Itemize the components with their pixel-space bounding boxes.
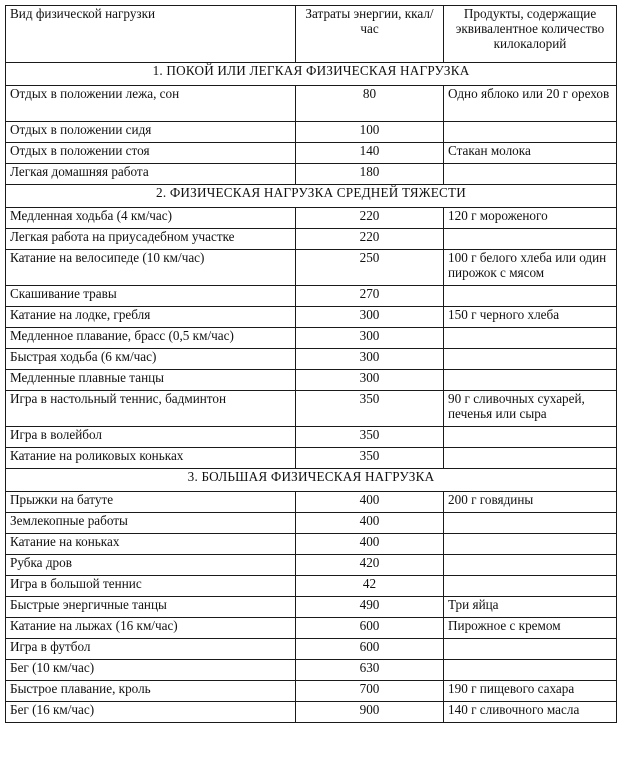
table-row xyxy=(6,86,617,122)
energy-cell: 80 xyxy=(296,86,444,122)
product-cell: Стакан молока xyxy=(444,143,617,164)
product-cell: Пирожное с кремом xyxy=(444,618,617,639)
product-cell xyxy=(444,370,617,391)
header-products: Продукты, содержащие эквивалентное количество килокалорий xyxy=(444,6,617,63)
table-row xyxy=(6,681,617,702)
energy-cell: 270 xyxy=(296,286,444,307)
table-row xyxy=(6,534,617,555)
table-row xyxy=(6,618,617,639)
table-row xyxy=(6,660,617,681)
energy-cell: 700 xyxy=(296,681,444,702)
section-title: 2. ФИЗИЧЕСКАЯ НАГРУЗКА СРЕДНЕЙ ТЯЖЕСТИ xyxy=(6,185,617,208)
product-cell xyxy=(444,576,617,597)
energy-cell: 630 xyxy=(296,660,444,681)
activity-cell: Катание на велосипеде (10 км/час) xyxy=(6,250,296,286)
table-row xyxy=(6,286,617,307)
activity-cell: Медленные плавные танцы xyxy=(6,370,296,391)
energy-cell: 300 xyxy=(296,328,444,349)
product-cell xyxy=(444,349,617,370)
product-cell xyxy=(444,555,617,576)
product-cell xyxy=(444,164,617,185)
energy-cell: 300 xyxy=(296,370,444,391)
product-cell: 140 г сливочного масла xyxy=(444,702,617,723)
energy-cell: 140 xyxy=(296,143,444,164)
section-row xyxy=(6,63,617,86)
table-row xyxy=(6,639,617,660)
energy-cell: 400 xyxy=(296,513,444,534)
activity-cell: Отдых в положении сидя xyxy=(6,122,296,143)
table-row xyxy=(6,370,617,391)
product-cell: 190 г пищевого сахара xyxy=(444,681,617,702)
table-row xyxy=(6,143,617,164)
energy-cell: 350 xyxy=(296,448,444,469)
activity-cell: Отдых в положении стоя xyxy=(6,143,296,164)
activity-cell: Легкая домашняя работа xyxy=(6,164,296,185)
table-row xyxy=(6,391,617,427)
energy-cell: 900 xyxy=(296,702,444,723)
activity-cell: Отдых в положении лежа, сон xyxy=(6,86,296,122)
table-row xyxy=(6,208,617,229)
activity-cell: Катание на лыжах (16 км/час) xyxy=(6,618,296,639)
table-row xyxy=(6,349,617,370)
energy-cell: 250 xyxy=(296,250,444,286)
table-row xyxy=(6,164,617,185)
table-row xyxy=(6,250,617,286)
energy-cell: 600 xyxy=(296,639,444,660)
header-energy: Затраты энергии, ккал/час xyxy=(296,6,444,63)
energy-cell: 420 xyxy=(296,555,444,576)
product-cell: Одно яблоко или 20 г орехов xyxy=(444,86,617,122)
table-body xyxy=(6,63,617,723)
header-activity: Вид физической нагрузки xyxy=(6,6,296,63)
section-row xyxy=(6,469,617,492)
activity-cell: Игра в футбол xyxy=(6,639,296,660)
energy-cell: 600 xyxy=(296,618,444,639)
table-row xyxy=(6,229,617,250)
product-cell: 120 г мороженого xyxy=(444,208,617,229)
activity-cell: Скашивание травы xyxy=(6,286,296,307)
table-row xyxy=(6,513,617,534)
energy-cell: 42 xyxy=(296,576,444,597)
energy-cell: 300 xyxy=(296,349,444,370)
product-cell: Три яйца xyxy=(444,597,617,618)
product-cell xyxy=(444,534,617,555)
product-cell xyxy=(444,122,617,143)
product-cell xyxy=(444,427,617,448)
energy-cell: 350 xyxy=(296,391,444,427)
section-title: 3. БОЛЬШАЯ ФИЗИЧЕСКАЯ НАГРУЗКА xyxy=(6,469,617,492)
table-row xyxy=(6,555,617,576)
table-row xyxy=(6,492,617,513)
energy-cell: 220 xyxy=(296,229,444,250)
table-row xyxy=(6,448,617,469)
product-cell xyxy=(444,286,617,307)
product-cell xyxy=(444,328,617,349)
product-cell xyxy=(444,229,617,250)
activity-cell: Рубка дров xyxy=(6,555,296,576)
activity-cell: Легкая работа на приусадебном участке xyxy=(6,229,296,250)
activity-cell: Игра в волейбол xyxy=(6,427,296,448)
product-cell xyxy=(444,448,617,469)
product-cell: 100 г белого хлеба или один пирожок с мясом xyxy=(444,250,617,286)
table-row xyxy=(6,328,617,349)
table-row xyxy=(6,122,617,143)
table-row xyxy=(6,427,617,448)
activity-cell: Медленное плавание, брасс (0,5 км/час) xyxy=(6,328,296,349)
product-cell: 200 г говядины xyxy=(444,492,617,513)
energy-cell: 180 xyxy=(296,164,444,185)
energy-cell: 100 xyxy=(296,122,444,143)
section-title: 1. ПОКОЙ ИЛИ ЛЕГКАЯ ФИЗИЧЕСКАЯ НАГРУЗКА xyxy=(6,63,617,86)
product-cell xyxy=(444,660,617,681)
activity-cell: Быстрые энергичные танцы xyxy=(6,597,296,618)
activity-cell: Землекопные работы xyxy=(6,513,296,534)
energy-cell: 490 xyxy=(296,597,444,618)
activity-cell: Быстрая ходьба (6 км/час) xyxy=(6,349,296,370)
activity-cell: Быстрое плавание, кроль xyxy=(6,681,296,702)
product-cell: 150 г черного хлеба xyxy=(444,307,617,328)
activity-cell: Игра в настольный теннис, бадминтон xyxy=(6,391,296,427)
header-row xyxy=(6,6,617,63)
activity-cell: Бег (16 км/час) xyxy=(6,702,296,723)
activity-cell: Бег (10 км/час) xyxy=(6,660,296,681)
product-cell xyxy=(444,513,617,534)
table-row xyxy=(6,702,617,723)
product-cell xyxy=(444,639,617,660)
section-row xyxy=(6,185,617,208)
energy-cell: 350 xyxy=(296,427,444,448)
product-cell: 90 г сливочных сухарей, печенья или сыра xyxy=(444,391,617,427)
activity-cell: Игра в большой теннис xyxy=(6,576,296,597)
energy-cell: 400 xyxy=(296,534,444,555)
activity-cell: Катание на лодке, гребля xyxy=(6,307,296,328)
energy-cell: 300 xyxy=(296,307,444,328)
activity-cell: Катание на роликовых коньках xyxy=(6,448,296,469)
table-row xyxy=(6,576,617,597)
table-row xyxy=(6,597,617,618)
activity-cell: Прыжки на батуте xyxy=(6,492,296,513)
energy-cell: 400 xyxy=(296,492,444,513)
energy-expenditure-table xyxy=(5,5,617,723)
activity-cell: Медленная ходьба (4 км/час) xyxy=(6,208,296,229)
energy-cell: 220 xyxy=(296,208,444,229)
activity-cell: Катание на коньках xyxy=(6,534,296,555)
table-row xyxy=(6,307,617,328)
